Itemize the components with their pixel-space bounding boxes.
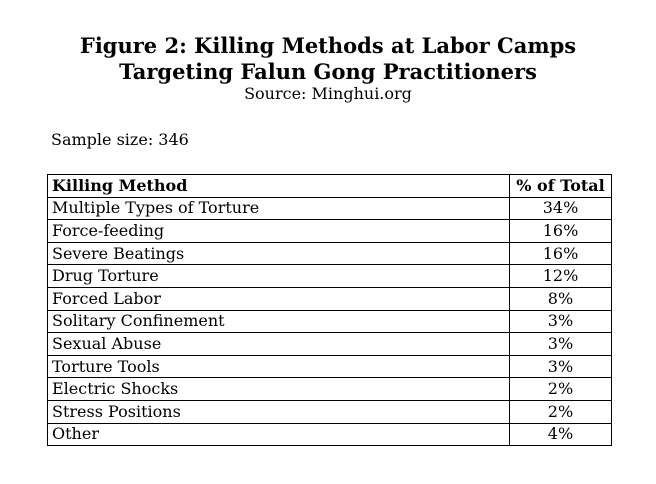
method-cell: Severe Beatings: [48, 242, 510, 265]
table-row: [48, 197, 612, 220]
method-cell: Torture Tools: [48, 355, 510, 378]
table-header-row: [48, 175, 612, 198]
percent-cell: 3%: [510, 310, 612, 333]
method-cell: Force-feeding: [48, 220, 510, 243]
percent-cell: 34%: [510, 197, 612, 220]
method-cell: Forced Labor: [48, 287, 510, 310]
method-cell: Multiple Types of Torture: [48, 197, 510, 220]
percent-cell: 12%: [510, 265, 612, 288]
method-cell: Solitary Confinement: [48, 310, 510, 333]
table-row: [48, 220, 612, 243]
method-cell: Stress Positions: [48, 400, 510, 423]
table-row: [48, 355, 612, 378]
percent-cell: 16%: [510, 220, 612, 243]
table-row: [48, 242, 612, 265]
method-cell: Electric Shocks: [48, 378, 510, 401]
column-header-percent: % of Total: [510, 175, 612, 198]
table-row: [48, 423, 612, 446]
table-row: [48, 265, 612, 288]
percent-cell: 3%: [510, 355, 612, 378]
percent-cell: 16%: [510, 242, 612, 265]
table-row: [48, 400, 612, 423]
percent-cell: 3%: [510, 333, 612, 356]
percent-cell: 2%: [510, 400, 612, 423]
table-row: [48, 310, 612, 333]
table-row: [48, 287, 612, 310]
percent-cell: 2%: [510, 378, 612, 401]
method-cell: Sexual Abuse: [48, 333, 510, 356]
method-cell: Other: [48, 423, 510, 446]
percent-cell: 4%: [510, 423, 612, 446]
figure-title-line-2: Targeting Falun Gong Practitioners: [119, 59, 537, 84]
sample-size: Sample size: 346: [51, 130, 189, 149]
method-cell: Drug Torture: [48, 265, 510, 288]
figure-title-line-1: Figure 2: Killing Methods at Labor Camps: [79, 33, 577, 58]
killing-methods-table: [47, 174, 612, 446]
percent-cell: 8%: [510, 287, 612, 310]
table-row: [48, 333, 612, 356]
table-row: [48, 378, 612, 401]
column-header-method: Killing Method: [48, 175, 510, 198]
figure-source: Source: Minghui.org: [244, 84, 412, 103]
